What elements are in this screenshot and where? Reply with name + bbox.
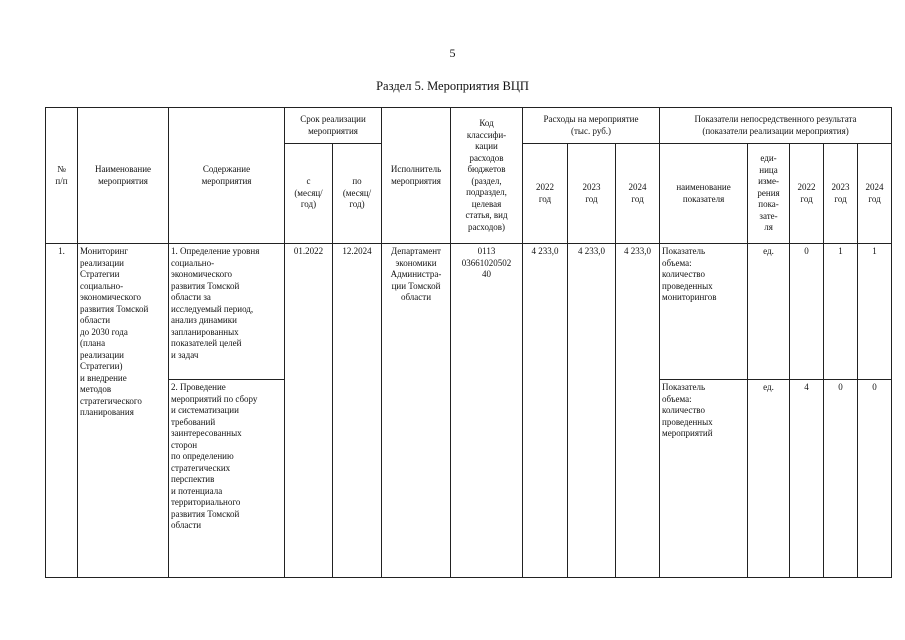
header-num: № п/п (46, 108, 78, 244)
header-period-from: с (месяц/ год) (285, 144, 333, 244)
row-val-2024-1: 1 (858, 244, 892, 380)
header-content: Содержание мероприятия (169, 108, 285, 244)
header-indicator-unit: еди- ница изме- рения пока- зате- ля (748, 144, 790, 244)
row-period-to: 12.2024 (333, 244, 382, 578)
row-val-2024-2: 0 (858, 380, 892, 578)
row-exp-2023: 4 233,0 (568, 244, 616, 578)
row-unit-1: ед. (748, 244, 790, 380)
header-executor: Исполнитель мероприятия (382, 108, 451, 244)
row-indicator-2: Показатель объема: количество проведенных мероприятий (660, 380, 748, 578)
header-exp-2022: 2022 год (523, 144, 568, 244)
table-row (46, 244, 892, 380)
header-expenses: Расходы на мероприятие (тыс. руб.) (523, 108, 660, 144)
events-table (45, 107, 892, 578)
header-indicator-name: наименование показателя (660, 144, 748, 244)
row-indicator-1: Показатель объема: количество проведенных мониторингов (660, 244, 748, 380)
row-unit-2: ед. (748, 380, 790, 578)
row-executor: Департамент экономики Администра- ции Томской области (382, 244, 451, 578)
header-exp-2023: 2023 год (568, 144, 616, 244)
row-val-2022-1: 0 (790, 244, 824, 380)
row-budget-code: 0113 03661020502 40 (451, 244, 523, 578)
row-val-2023-2: 0 (824, 380, 858, 578)
header-event-name: Наименование мероприятия (78, 108, 169, 244)
row-val-2022-2: 4 (790, 380, 824, 578)
header-ind-2023: 2023 год (824, 144, 858, 244)
header-exp-2024: 2024 год (616, 144, 660, 244)
row-period-from: 01.2022 (285, 244, 333, 578)
row-exp-2024: 4 233,0 (616, 244, 660, 578)
row-content-2: 2. Проведение мероприятий по сбору и систематизации требований заинтересованных сторон по определению стратегических перспектив и потенциала территориального развития Томской области (169, 380, 285, 578)
row-event-name: Мониторинг реализации Стратегии социально- экономического развития Томской области до 2030 года (плана реализации Стратегии) и внедрение методов стратегического планирования (78, 244, 169, 578)
header-ind-2024: 2024 год (858, 144, 892, 244)
header-period-to: по (месяц/ год) (333, 144, 382, 244)
header-row-1 (46, 108, 892, 144)
page-number: 5 (449, 46, 456, 60)
header-indicators: Показатели непосредственного результата (показатели реализации мероприятия) (660, 108, 892, 144)
row-content-1: 1. Определение уровня социально- экономического развития Томской области за исследуемый период, анализ динамики запланированных показателей целей и задач (169, 244, 285, 380)
header-budget-code: Код классифи- кации расходов бюджетов (раздел, подраздел, целевая статья, вид расходов) (451, 108, 523, 244)
row-val-2023-1: 1 (824, 244, 858, 380)
header-period: Срок реализации мероприятия (285, 108, 382, 144)
section-title: Раздел 5. Мероприятия ВЦП (376, 79, 529, 93)
row-exp-2022: 4 233,0 (523, 244, 568, 578)
header-ind-2022: 2022 год (790, 144, 824, 244)
row-num: 1. (46, 244, 78, 578)
